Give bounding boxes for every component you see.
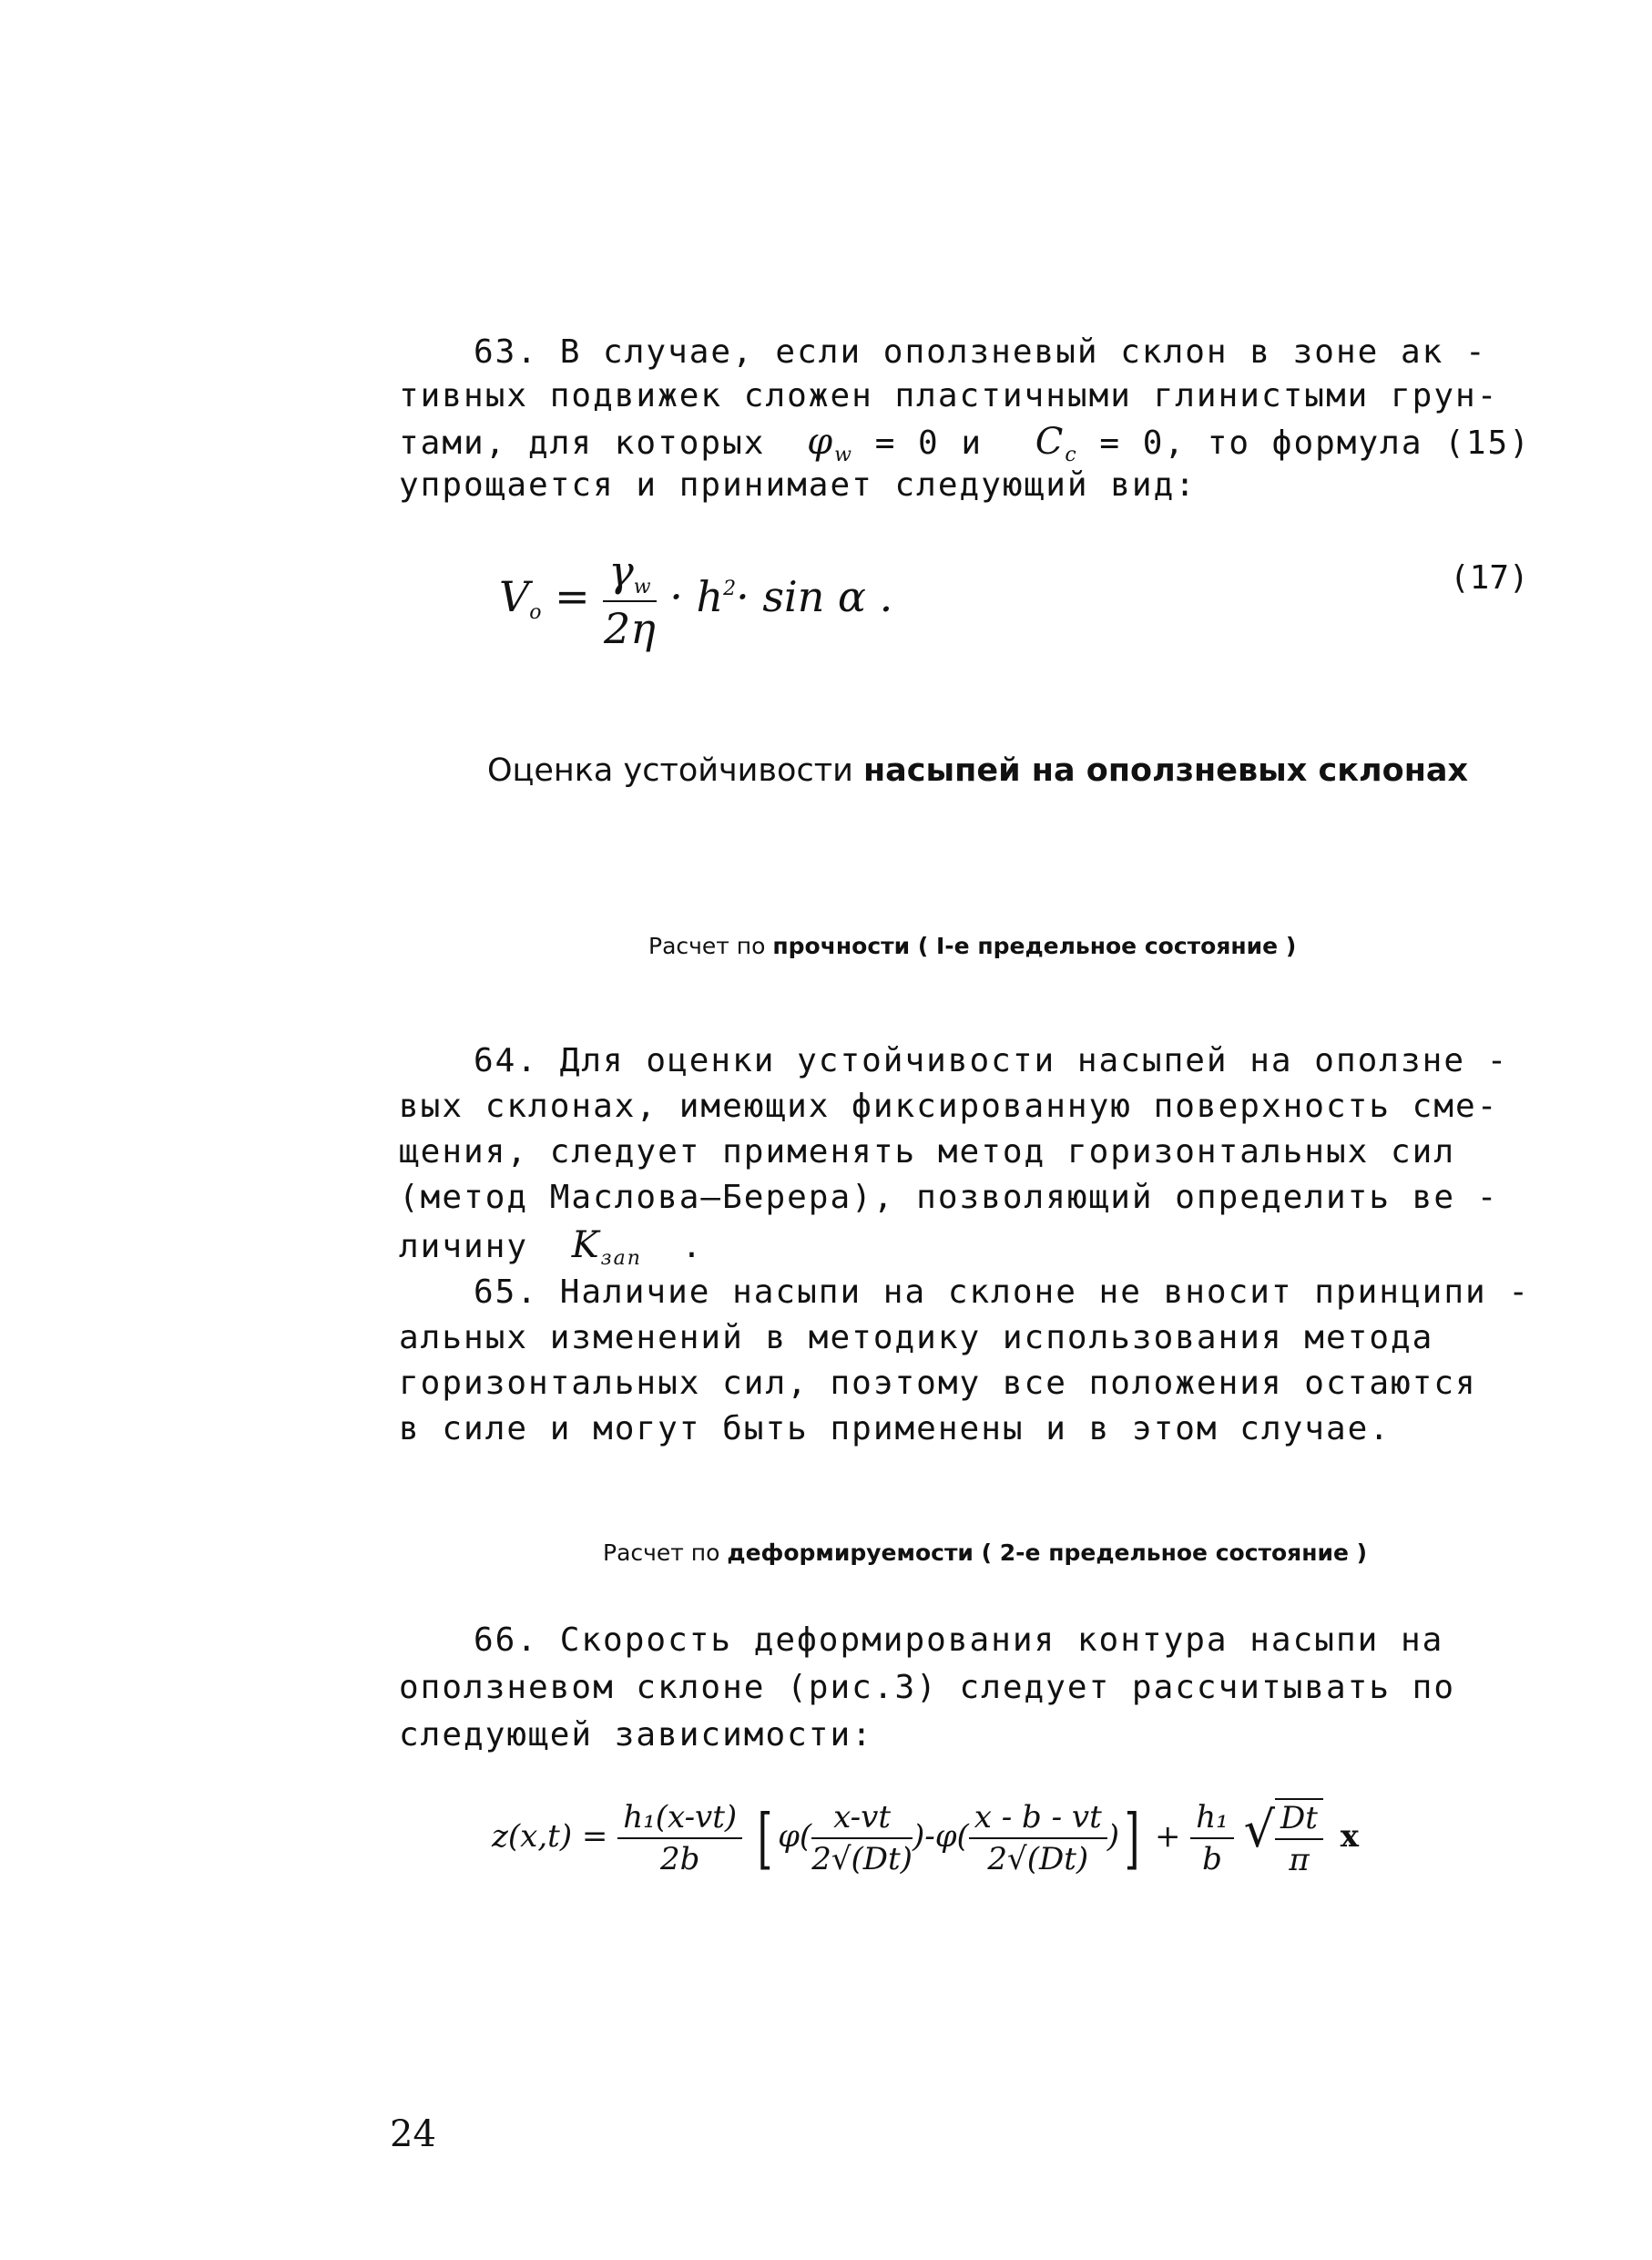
p64-line-5: личину $K_{зап}$ .	[399, 1224, 704, 1270]
subheading-strength: Расчет по прочности ( I-е предельное состояние )	[648, 933, 1297, 959]
formula-17-rest: · $h^2\cdot \sin \alpha$ .	[669, 571, 893, 621]
formula-17-denominator: 2η	[604, 604, 656, 653]
p64-line-2: вых склонах, имеющих фиксированную поверхность сме-	[399, 1088, 1499, 1125]
formula-z-lhs: z(x,t) =	[492, 1818, 608, 1855]
p64-line-3: щения, следует применять метод горизонтальных сил	[399, 1133, 1456, 1171]
formula-z-sqrt-sign: √	[1243, 1801, 1276, 1858]
p63-line-3-text-a: тами, для которых	[399, 424, 766, 462]
p65-line-3: горизонтальных сил, поэтому все положения остаются	[399, 1365, 1477, 1402]
p63-line-2: тивных подвижек сложен пластичными глинистыми грун-	[399, 377, 1499, 414]
k-zap-symbol: $K_{зап}$	[571, 1224, 642, 1270]
p63-line-4: упрощается и принимает следующий вид:	[399, 466, 1197, 504]
p66-line-1: 66. Скорость деформирования контура насыпи на	[474, 1621, 1444, 1659]
formula-z-fraction-1: $\frac{\text{h₁(x-vt)}}{2b}$	[617, 1799, 742, 1877]
p64-line-1: 64. Для оценки устойчивости насыпей на оползне -	[474, 1042, 1509, 1079]
formula-17	[499, 547, 892, 653]
formula-17-equals: =	[555, 571, 590, 621]
p64-line-4: (метод Маслова–Берера), позволяющий определить ве -	[399, 1179, 1499, 1216]
section-heading: Оценка устойчивости насыпей на оползневых склонах	[487, 752, 1469, 789]
page-number: 24	[390, 2113, 436, 2155]
phi-w-symbol: $\varphi_w$	[807, 421, 854, 466]
formula-z-fraction-2: $\frac{x-vt}{2√(Dt)}$	[811, 1799, 913, 1877]
formula-17-lhs: $V_o$	[499, 571, 542, 624]
formula-17-fraction	[603, 547, 656, 653]
formula-z-open-bracket: [	[757, 1800, 773, 1877]
p65-line-4: в силе и могут быть применены и в этом случае.	[399, 1410, 1391, 1447]
formula-z-times: x	[1340, 1818, 1360, 1855]
p65-line-1: 65. Наличие насыпи на склоне не вносит принципи -	[474, 1273, 1531, 1311]
formula-z-fraction-3: $\frac{x - b - vt}{2√(Dt)}$	[969, 1799, 1107, 1877]
p63-line-3-text-c: = 0, то формула (15)	[1099, 424, 1531, 462]
p65-line-2: альных изменений в методику использования метода	[399, 1319, 1434, 1356]
formula-z-plus: +	[1154, 1818, 1181, 1855]
formula-z: z(x,t) = $\frac{\text{h₁(x-vt)}}{2b}$ [ φ( $\frac{x-vt}{2√(Dt)}$ )-φ( $\frac{x - b - vt}{2√(Dt)}$ )] + $\frac{\text{h₁}}{b}$ √ $\frac{Dt}{\pi}$ x	[492, 1799, 1360, 1878]
p66-line-3: следующей зависимости:	[399, 1716, 873, 1754]
formula-z-close-bracket: ]	[1124, 1800, 1140, 1877]
formula-17-numerator: $\gamma_w$	[603, 547, 656, 602]
formula-z-minus-phi: -φ	[924, 1818, 957, 1855]
formula-z-phi-1: φ	[778, 1818, 800, 1855]
subheading-deformability: Расчет по деформируемости ( 2-е предельное состояние )	[603, 1539, 1368, 1566]
p66-line-2: оползневом склоне (рис.3) следует рассчитывать по	[399, 1669, 1456, 1706]
formula-z-fraction-5: $\frac{Dt}{\pi}$	[1275, 1798, 1323, 1878]
p63-line-3	[399, 421, 1531, 466]
equation-number-17: (17)	[1450, 559, 1529, 597]
p63-line-3-text-b: = 0 и	[874, 424, 984, 462]
c-c-symbol: $C_c$	[1035, 421, 1078, 466]
formula-z-fraction-4: $\frac{\text{h₁}}{b}$	[1190, 1799, 1234, 1877]
p63-line-1: 63. В случае, если оползневый склон в зоне ак -	[474, 333, 1487, 371]
